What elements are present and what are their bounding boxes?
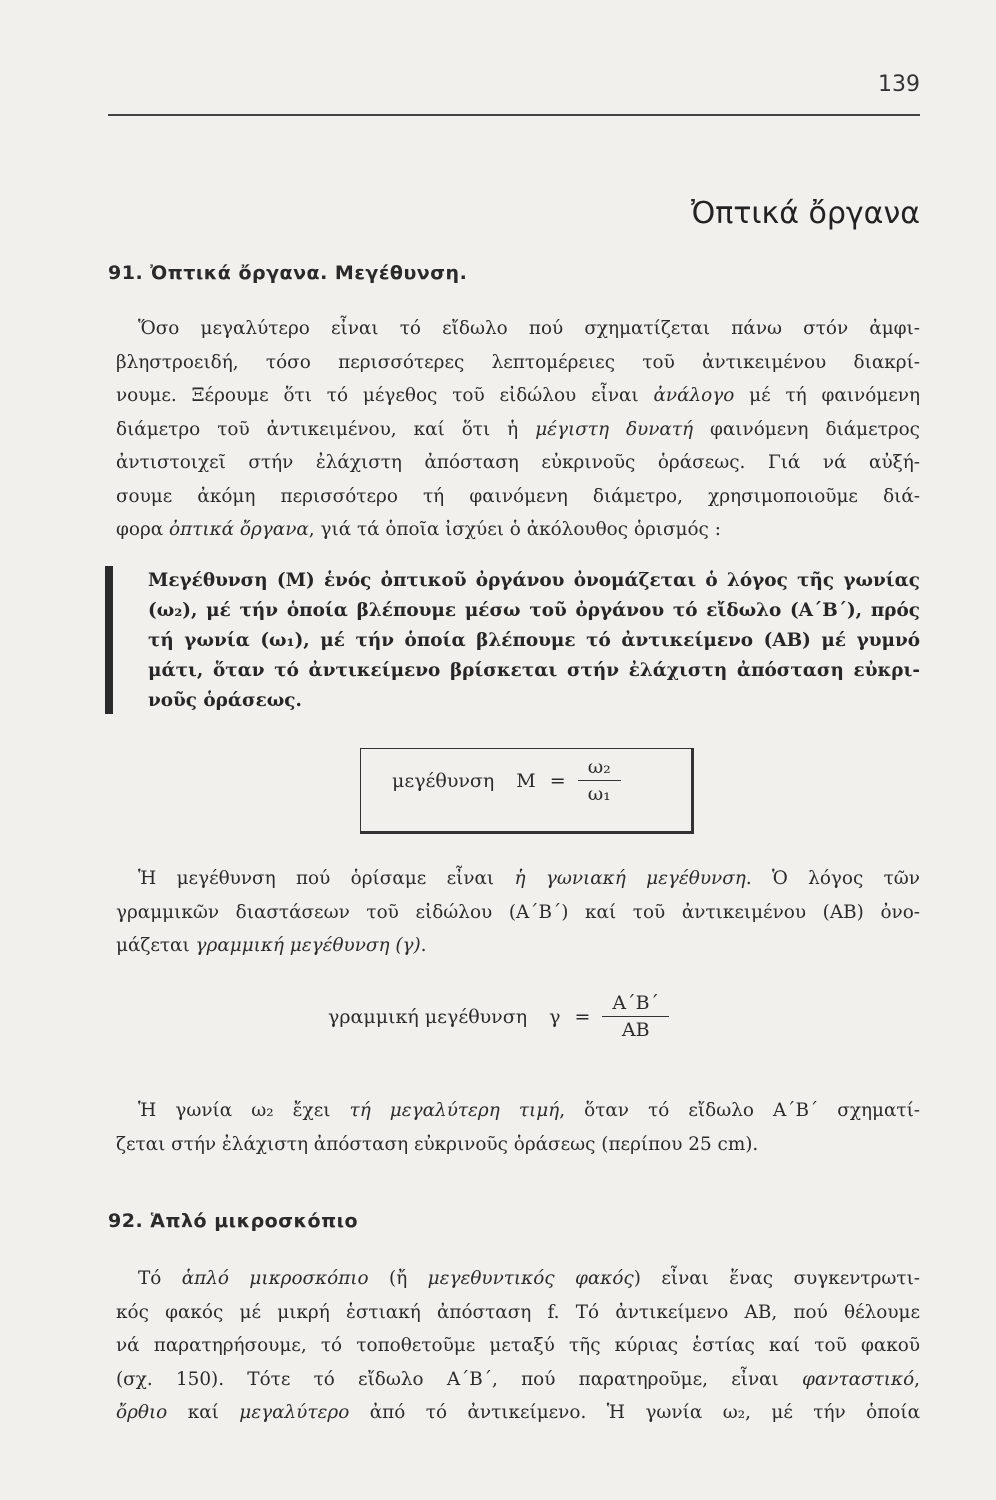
header-rule	[108, 114, 920, 116]
text-line: Ἡ μεγέθυνση πού ὁρίσαμε εἶναι ἡ γωνιακή μεγέθυνση. Ὁ λόγος τῶν	[138, 868, 920, 889]
section-92-heading: 92. Ἁπλό μικροσκόπιο	[108, 1210, 359, 1232]
text-line: κός φακός μέ μικρή ἑστιακή ἀπόσταση f. Τό ἀντικείμενο ΑΒ, πού θέλουμε	[116, 1301, 920, 1323]
emphasis: φανταστικό	[802, 1368, 915, 1390]
text-line: γραμμικῶν διαστάσεων τοῦ εἰδώλου (Α΄Β΄) καί τοῦ ἀντικειμένου (ΑΒ) ὀνο-	[116, 901, 920, 923]
formula-equals: =	[574, 1005, 591, 1028]
page-number: 139	[878, 72, 920, 97]
text-line: Τό ἁπλό μικροσκόπιο (ἤ μεγεθυντικός φακός) εἶναι ἕνας συγκεντρωτι-	[138, 1268, 920, 1289]
section-91-heading: 91. Ὀπτικά ὄργανα. Μεγέθυνση.	[108, 262, 468, 284]
emphasis: ὄρθιο	[116, 1402, 168, 1423]
text-line: μάζεται γραμμική μεγέθυνση (γ).	[116, 935, 427, 956]
section-91-paragraph-3	[116, 1094, 920, 1161]
section-91-paragraph-2	[116, 862, 920, 963]
emphasis: ἀνάλογο	[653, 385, 735, 406]
emphasis: μεγαλύτερο	[239, 1402, 350, 1423]
fraction-numerator: ω₂	[578, 756, 621, 781]
formula-fraction	[578, 756, 621, 805]
fraction-numerator: Α΄Β΄	[602, 992, 669, 1017]
definition-line: τή γωνία (ω₁), μέ τήν ὁποία βλέπουμε τό ἀντικείμενο (ΑΒ) μέ γυμνό	[148, 630, 920, 651]
formula-equals: =	[549, 769, 566, 792]
definition-line: νοῦς ὁράσεως.	[148, 690, 302, 711]
definition-block	[148, 566, 920, 716]
text-line: ὄρθιο καί μεγαλύτερο ἀπό τό ἀντικείμενο. Ἡ γωνία ω₂, μέ τήν ὁποία	[116, 1402, 920, 1423]
definition-line: μάτι, ὅταν τό ἀντικείμενο βρίσκεται στήν ἐλάχιστη ἀπόσταση εὐκρι-	[148, 660, 920, 681]
emphasis: τή μεγαλύτερη τιμή	[349, 1100, 560, 1121]
chapter-title: Ὀπτικά ὄργανα	[691, 196, 920, 231]
text-line: φορα ὀπτικά ὄργανα, γιά τά ὁποῖα ἰσχύει ὁ ἀκόλουθος ὁρισμός :	[116, 519, 721, 540]
text-line: σουμε ἀκόμη περισσότερο τή φαινόμενη διάμετρο, χρησιμοποιοῦμε διά-	[116, 485, 920, 507]
text-line: ζεται στήν ἐλάχιστη ἀπόσταση εὐκρινοῦς ὁράσεως (περίπου 25 cm).	[116, 1133, 759, 1155]
text-line: Ὅσο μεγαλύτερο εἶναι τό εἴδωλο πού σχηματίζεται πάνω στόν ἀμφι-	[138, 318, 920, 339]
definition-line: Μεγέθυνση (Μ) ἑνός ὀπτικοῦ ὀργάνου ὀνομάζεται ὁ λόγος τῆς γωνίας	[148, 570, 920, 591]
text-line: νά παρατηρήσουμε, τό τοποθετοῦμε μεταξύ τῆς κύριας ἑστίας καί τοῦ φακοῦ	[116, 1335, 920, 1356]
formula-symbol: Μ	[516, 769, 536, 792]
section-92-paragraph-1	[116, 1262, 920, 1430]
text-line: Ἡ γωνία ω₂ ἔχει τή μεγαλύτερη τιμή, ὅταν τό εἴδωλο Α΄Β΄ σχηματί-	[138, 1100, 920, 1121]
emphasis: ἡ γωνιακή μεγέθυνση	[514, 868, 746, 889]
fraction-denominator: ΑΒ	[621, 1019, 650, 1041]
text-line: βληστροειδή, τόσο περισσότερες λεπτομέρειες τοῦ ἀντικειμένου διακρί-	[116, 351, 920, 373]
formula-fraction	[602, 992, 669, 1041]
formula-symbol: γ	[549, 1005, 561, 1028]
emphasis: ἁπλό μικροσκόπιο	[181, 1268, 369, 1289]
text-line: (σχ. 150). Τότε τό εἴδωλο Α΄Β΄, πού παρατηροῦμε, εἶναι φανταστικό,	[116, 1368, 920, 1390]
text-line: διάμετρο τοῦ ἀντικειμένου, καί ὅτι ἡ μέγιστη δυνατή φαινόμενη διάμετρος	[116, 418, 920, 440]
text-line: νουμε. Ξέρουμε ὅτι τό μέγεθος τοῦ εἰδώλου εἶναι ἀνάλογο μέ τή φαινόμενη	[116, 385, 920, 406]
emphasis: μεγεθυντικός φακός	[427, 1268, 634, 1289]
section-91-paragraph-1	[116, 312, 920, 547]
fraction-denominator: ω₁	[587, 783, 611, 805]
formula-label: γραμμική μεγέθυνση	[328, 1005, 528, 1028]
angular-magnification-formula	[392, 756, 621, 805]
emphasis: ὀπτικά ὄργανα	[169, 519, 309, 540]
definition-line: (ω₂), μέ τήν ὁποία βλέπουμε μέσω τοῦ ὀργάνου τό εἴδωλο (Α΄Β΄), πρός	[148, 600, 920, 621]
emphasis: γραμμική μεγέθυνση (γ)	[195, 935, 421, 956]
linear-magnification-formula	[328, 992, 669, 1041]
emphasis: μέγιστη δυνατή	[535, 418, 694, 440]
definition-marker-bar	[105, 566, 113, 714]
formula-label: μεγέθυνση	[392, 769, 495, 792]
text-line: ἀντιστοιχεῖ στήν ἐλάχιστη ἀπόσταση εὐκρινοῦς ὁράσεως. Γιά νά αὐξή-	[116, 452, 920, 473]
